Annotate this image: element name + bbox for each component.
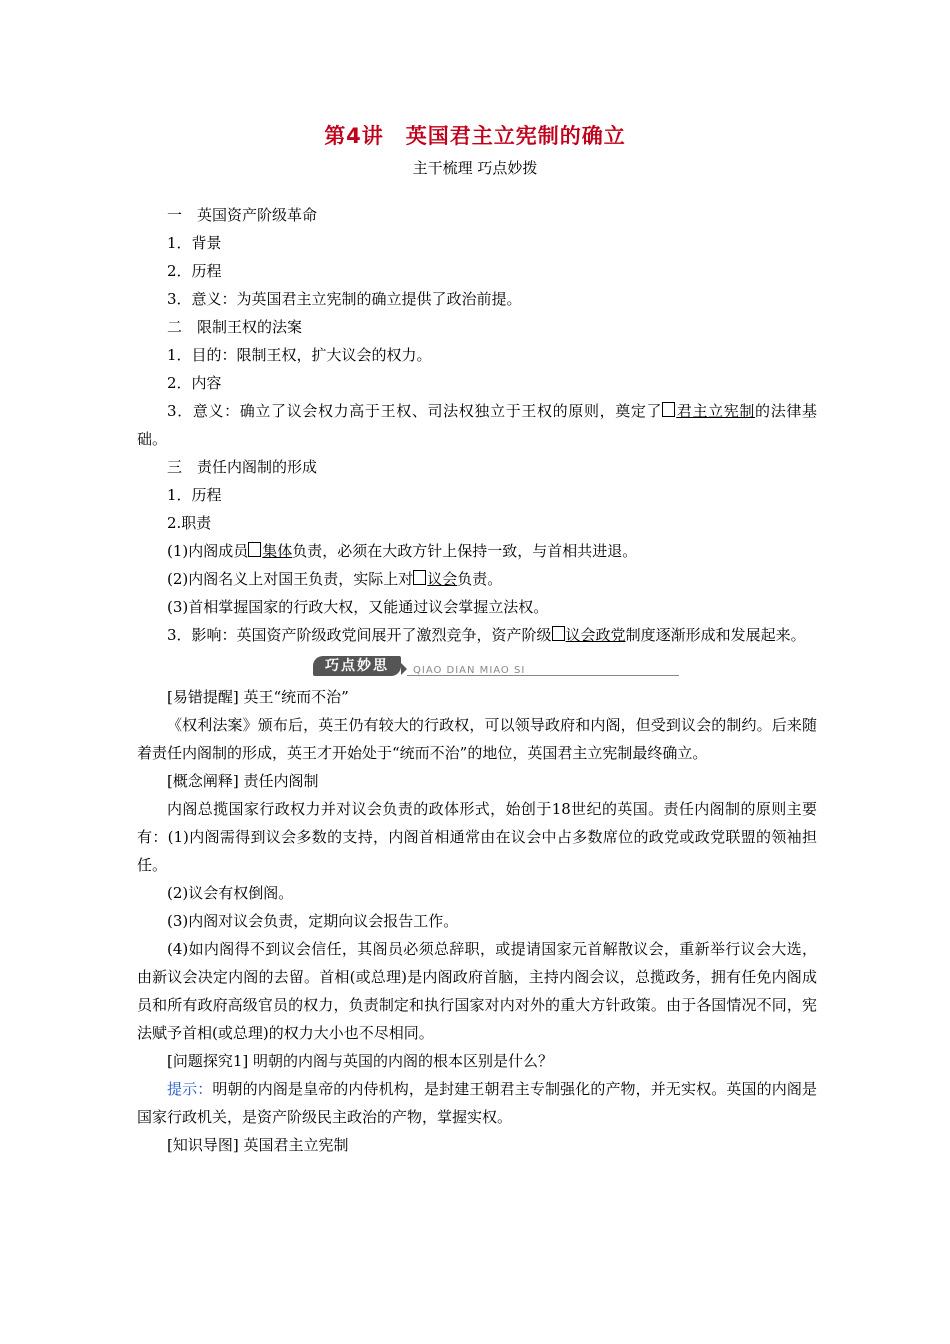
banner-label: 巧点妙思: [313, 656, 401, 676]
section-heading: 三 责任内阁制的形成: [167, 458, 318, 476]
answer-text: 君主立宪制: [676, 402, 756, 420]
list-item: 3．意义：确立了议会权力高于王权、司法权独立于王权的原则，奠定了 君主立宪制的法律基础。: [137, 402, 817, 448]
list-item: 2．内容: [167, 374, 222, 392]
section-heading: 一 英国资产阶级革命: [167, 206, 318, 224]
answer-text: 议会政党: [565, 626, 626, 644]
banner-rule: [407, 675, 679, 676]
document-body: [137, 201, 817, 1159]
banner-latin: QIAO DIAN MIAO SI: [413, 665, 526, 676]
note-paragraph: (4)如内阁得不到议会信任，其阁员必须总辞职，或提请国家元首解散议会，重新举行议会大选，由新议会决定内阁的去留。首相(或总理)是内阁政府首脑，主持内阁会议，总揽政务，拥有任免内阁成员和所有政府高级官员的权力，负责制定和执行国家对内对外的重大方针政策。由于各国情况不同，宪法赋予首相(或总理)的权力大小也不尽相同。: [137, 940, 817, 1042]
hint-paragraph: 提示：明朝的内阁是皇帝的内侍机构，是封建王朝君主专制强化的产物，并无实权。英国的内阁是国家行政机关，是资产阶级民主政治的产物，掌握实权。: [137, 1080, 817, 1126]
note-paragraph: (2)议会有权倒阁。: [167, 884, 294, 902]
list-item: (2)内阁名义上对国王负责，实际上对 议会负责。: [167, 570, 503, 588]
note-paragraph: (3)内阁对议会负责，定期向议会报告工作。: [167, 912, 459, 930]
answer-box-icon: [552, 626, 565, 641]
list-item: 2.职责: [167, 514, 212, 532]
answer-text: 议会: [427, 570, 458, 588]
note-paragraph: 内阁总揽国家行政权力并对议会负责的政体形式，始创于18世纪的英国。责任内阁制的原则主要有：(1)内阁需得到议会多数的支持，内阁首相通常由在议会中占多数席位的政党或政党联盟的领袖担任。: [137, 800, 817, 874]
answer-box-icon: [413, 570, 426, 585]
list-item: (1)内阁成员 集体负责，必须在大政方针上保持一致，与首相共进退。: [167, 542, 638, 560]
hint-label: 提示：: [167, 1080, 213, 1098]
note-heading: [概念阐释] 责任内阁制: [167, 772, 319, 790]
page-subtitle: 主干梳理 巧点妙拨: [412, 159, 538, 177]
list-item: 1．历程: [167, 486, 222, 504]
question-heading: [问题探究1] 明朝的内阁与英国的内阁的根本区别是什么？: [167, 1052, 554, 1070]
note-heading: [易错提醒] 英王“统而不治”: [167, 688, 349, 706]
banner-arrow-icon: [401, 663, 407, 675]
list-item: 1．背景: [167, 234, 222, 252]
list-item: 1．目的：限制王权，扩大议会的权力。: [167, 346, 432, 364]
answer-box-icon: [248, 542, 261, 557]
answer-box-icon: [662, 402, 675, 417]
page-title: 第4讲 英国君主立宪制的确立: [324, 124, 626, 148]
note-paragraph: 《权利法案》颁布后，英王仍有较大的行政权，可以领导政府和内阁，但受到议会的制约。后来随着责任内阁制的形成，英王才开始处于“统而不治”的地位，英国君主立宪制最终确立。: [137, 716, 817, 762]
list-item: (3)首相掌握国家的行政大权，又能通过议会掌握立法权。: [167, 598, 549, 616]
list-item: 2．历程: [167, 262, 222, 280]
answer-text: 集体: [262, 542, 293, 560]
section-banner: [137, 653, 817, 681]
section-heading: 二 限制王权的法案: [167, 318, 303, 336]
list-item: 3．意义：为英国君主立宪制的确立提供了政治前提。: [167, 290, 522, 308]
list-item: 3．影响：英国资产阶级政党间展开了激烈竞争，资产阶级 议会政党制度逐渐形成和发展起来。: [167, 626, 806, 644]
map-heading: [知识导图] 英国君主立宪制: [167, 1136, 349, 1154]
